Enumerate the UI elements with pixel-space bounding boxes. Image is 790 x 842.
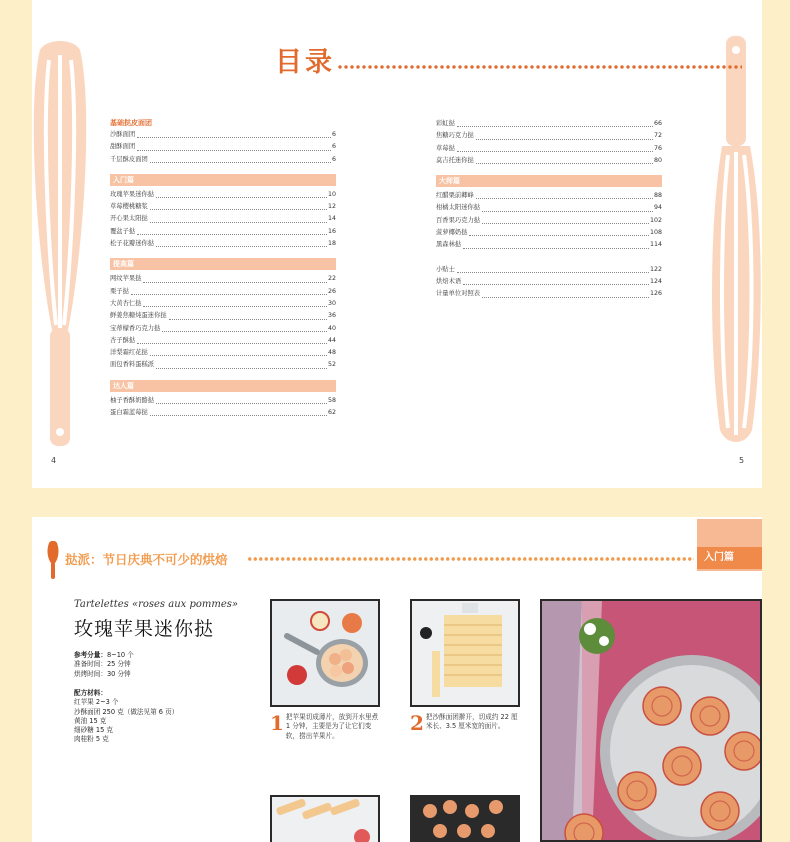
toc-entry[interactable] — [436, 288, 662, 300]
ingredient-item: 肉桂粉 5 克 — [74, 735, 109, 744]
toc-entry[interactable] — [436, 227, 662, 239]
toc-entry-label: 松子花瓣迷你挞 — [110, 240, 155, 248]
toc-entry[interactable] — [436, 215, 662, 227]
dot-leader — [457, 151, 653, 152]
meta-prep-time: 准备时间：25 分钟 — [74, 660, 131, 669]
toc-entry[interactable] — [110, 323, 336, 335]
toc-section-band: 达人篇 — [110, 380, 336, 392]
toc-entry[interactable] — [110, 154, 336, 166]
recipe-page — [32, 517, 762, 842]
toc-section-band: 提高篇 — [110, 258, 336, 270]
toc-title: 目录 — [275, 47, 335, 78]
toc-entry-label: 柚子香酥奶酪挞 — [110, 396, 155, 404]
dot-leader — [137, 234, 327, 235]
dot-leader — [150, 355, 327, 356]
dot-leader — [469, 235, 648, 236]
toc-spacer — [436, 252, 662, 264]
toc-entry-page: 88 — [653, 192, 662, 200]
toc-entry-page: 72 — [653, 132, 662, 140]
toc-entry-label: 覆盆子挞 — [110, 227, 136, 235]
step-2 — [410, 713, 522, 733]
toc-entry-label: 甜酥面团 — [110, 143, 136, 151]
toc-entry[interactable] — [436, 155, 662, 167]
dot-leader — [131, 294, 327, 295]
toc-entry-page: 44 — [327, 336, 336, 344]
toc-entry-label: 千层酥皮面团 — [110, 155, 148, 163]
toc-entry-label: 焦糖巧克力挞 — [436, 132, 474, 140]
toc-entry-page: 108 — [649, 229, 662, 237]
dot-leader — [482, 211, 653, 212]
toc-entry-page: 16 — [327, 227, 336, 235]
toc-entry-label: 柑橘太阳迷你挞 — [436, 204, 481, 212]
toc-entry-label: 百香果巧克力挞 — [436, 216, 481, 224]
toc-entry-page: 102 — [649, 216, 662, 224]
ingredient-item: 沙酥面团 250 克（做法见第 6 页） — [74, 707, 179, 716]
finished-tarts-photo — [540, 599, 762, 842]
toc-entry-page: 62 — [327, 409, 336, 417]
dot-leader — [169, 319, 327, 320]
toc-entry-page: 66 — [653, 120, 662, 127]
toc-entry-page: 14 — [327, 215, 336, 223]
toc-entry[interactable] — [110, 273, 336, 285]
toc-entry-page: 12 — [327, 203, 336, 211]
toc-entry-label: 红醋栗前卿峰 — [436, 192, 474, 200]
recipe-title: 玫瑰苹果迷你挞 — [74, 618, 215, 640]
toc-entry-label: 草莓樱桃糖浆 — [110, 203, 148, 211]
ingredient-item: 黄油 15 克 — [74, 716, 107, 725]
title-dotted-rule — [337, 64, 742, 74]
toc-entry-page: 114 — [649, 241, 662, 249]
toc-entry-label: 鲜姜焦糖炖蛋迷你挞 — [110, 312, 167, 320]
toc-entry-page: 76 — [653, 144, 662, 152]
step-4-photo — [410, 795, 520, 842]
toc-entry-page: 6 — [331, 143, 336, 151]
toc-entry[interactable] — [110, 359, 336, 371]
whisk-icon — [32, 30, 88, 450]
toc-entry[interactable] — [436, 118, 662, 130]
toc-entry[interactable] — [110, 407, 336, 419]
step-2-photo — [410, 599, 520, 707]
toc-entry-label: 计量单位对照表 — [436, 290, 481, 298]
chapter-header: 挞派：节日庆典不可少的烘焙 — [65, 552, 228, 567]
toc-entry-page: 26 — [327, 287, 336, 295]
toc-entry-page: 18 — [327, 240, 336, 248]
toc-entry-page: 48 — [327, 349, 336, 357]
dot-leader — [476, 163, 653, 164]
toc-entry-page: 124 — [649, 277, 662, 285]
toc-entry-page: 94 — [653, 204, 662, 212]
section-tab: 入门篇 — [697, 547, 762, 569]
toc-entry[interactable] — [436, 264, 662, 276]
toc-entry[interactable] — [436, 202, 662, 214]
dot-leader — [150, 222, 327, 223]
page-number-right: 5 — [739, 456, 745, 465]
toc-entry-page: 126 — [649, 290, 662, 298]
toc-entry[interactable] — [436, 239, 662, 251]
dot-leader — [137, 137, 331, 138]
ingredients — [74, 689, 178, 745]
step-1 — [270, 713, 382, 741]
toc-entry-label: 沙酥面团 — [110, 131, 136, 138]
toc-entry[interactable] — [110, 286, 336, 298]
step-text: 把苹果切成薄片，放到开水里煮 1 分钟，主要是为了让它们变软，捞出苹果片。 — [285, 713, 379, 740]
toc-entry-label: 菠萝椰奶挞 — [436, 229, 468, 237]
toc-entry-page: 40 — [327, 324, 336, 332]
step-number: 1 — [270, 711, 284, 735]
step-1-photo — [270, 599, 380, 707]
toc-entry-label: 莫吉托迷你挞 — [436, 156, 474, 164]
dot-leader — [156, 368, 327, 369]
toc-spread — [32, 0, 762, 488]
toc-entry[interactable] — [110, 395, 336, 407]
dot-leader — [476, 198, 653, 199]
dot-leader — [143, 282, 327, 283]
ingredients-heading: 配方材料： — [74, 689, 107, 697]
dot-leader — [156, 403, 327, 404]
toc-entry[interactable] — [110, 335, 336, 347]
toc-entry-page: 58 — [327, 396, 336, 404]
toc-section-band: 入门篇 — [110, 174, 336, 186]
header-dotted-rule — [247, 556, 694, 564]
toc-right-column — [436, 118, 662, 301]
toc-entry[interactable] — [436, 130, 662, 142]
toc-entry[interactable] — [110, 310, 336, 322]
toc-entry[interactable] — [110, 201, 336, 213]
ingredient-item: 红苹果 2~3 个 — [74, 698, 119, 707]
page-number-left: 4 — [51, 456, 57, 465]
dot-leader — [150, 162, 331, 163]
toc-entry-label: 洋梨霜红花挞 — [110, 349, 148, 357]
step-number: 2 — [410, 711, 424, 735]
toc-entry-label: 大黄杏仁挞 — [110, 299, 142, 307]
toc-entry-label: 杏子酥挞 — [110, 336, 136, 344]
dot-leader — [482, 297, 649, 298]
toc-entry[interactable] — [110, 141, 336, 153]
whisk-icon — [47, 541, 59, 581]
toc-section-heading: 基础挞皮面团 — [110, 119, 152, 127]
toc-entry-label: 烘焙术语 — [436, 277, 462, 285]
toc-entry[interactable] — [110, 298, 336, 310]
dot-leader — [457, 272, 649, 273]
toc-entry-label: 蛋白霜蓝莓挞 — [110, 409, 148, 417]
toc-entry-page: 6 — [331, 155, 336, 163]
toc-entry-page: 36 — [327, 312, 336, 320]
toc-entry-label: 黑森林挞 — [436, 241, 462, 249]
recipe-title-french: Tartelettes «roses aux pommes» — [74, 599, 239, 610]
toc-section-band: 大师篇 — [436, 175, 662, 187]
toc-entry-label: 网纹苹果挞 — [110, 275, 142, 283]
toc-entry-page: 10 — [327, 190, 336, 198]
toc-entry-label: 玫瑰苹果迷你挞 — [110, 190, 155, 198]
dot-leader — [150, 209, 327, 210]
meta-bake-time: 烘烤时间：30 分钟 — [74, 669, 131, 678]
toc-entry[interactable] — [110, 213, 336, 225]
toc-entry-page: 52 — [327, 361, 336, 369]
toc-entry-label: 小贴士 — [436, 265, 455, 273]
toc-entry-label: 彩虹挞 — [436, 120, 455, 127]
dot-leader — [482, 223, 649, 224]
dot-leader — [476, 139, 653, 140]
toc-entry-page: 22 — [327, 275, 336, 283]
whisk-icon — [712, 30, 762, 450]
dot-leader — [463, 284, 649, 285]
toc-entry[interactable] — [110, 347, 336, 359]
toc-entry[interactable] — [110, 129, 336, 141]
toc-left-column — [110, 117, 336, 419]
toc-entry-page: 6 — [331, 131, 336, 138]
toc-entry-label: 草莓挞 — [436, 144, 455, 152]
toc-entry-label: 面包香料蛋糕派 — [110, 361, 155, 369]
toc-entry-label: 栗子挞 — [110, 287, 129, 295]
dot-leader — [156, 246, 327, 247]
toc-entry[interactable] — [436, 143, 662, 155]
ingredient-item: 细砂糖 15 克 — [74, 726, 113, 735]
toc-entry[interactable] — [110, 226, 336, 238]
meta-servings: 参考分量：8~10 个 — [74, 651, 134, 659]
step-3-photo — [270, 795, 380, 842]
recipe-meta — [74, 651, 134, 679]
toc-entry[interactable] — [110, 189, 336, 201]
toc-entry-page: 80 — [653, 156, 662, 164]
dot-leader — [156, 197, 327, 198]
dot-leader — [162, 331, 327, 332]
step-text: 把沙酥面团擀开，切成约 22 厘米长、3.5 厘米宽的面片。 — [425, 713, 518, 731]
toc-entry[interactable] — [436, 190, 662, 202]
toc-entry[interactable] — [436, 276, 662, 288]
dot-leader — [457, 126, 653, 127]
toc-entry-label: 宝蒂檬香巧克力挞 — [110, 324, 161, 332]
dot-leader — [150, 415, 327, 416]
toc-entry-label: 开心果太阳挞 — [110, 215, 148, 223]
dot-leader — [137, 150, 331, 151]
toc-entry-page: 30 — [327, 299, 336, 307]
dot-leader — [463, 248, 649, 249]
dot-leader — [143, 306, 327, 307]
dot-leader — [137, 343, 327, 344]
toc-entry-page: 122 — [649, 265, 662, 273]
toc-entry[interactable] — [110, 238, 336, 250]
